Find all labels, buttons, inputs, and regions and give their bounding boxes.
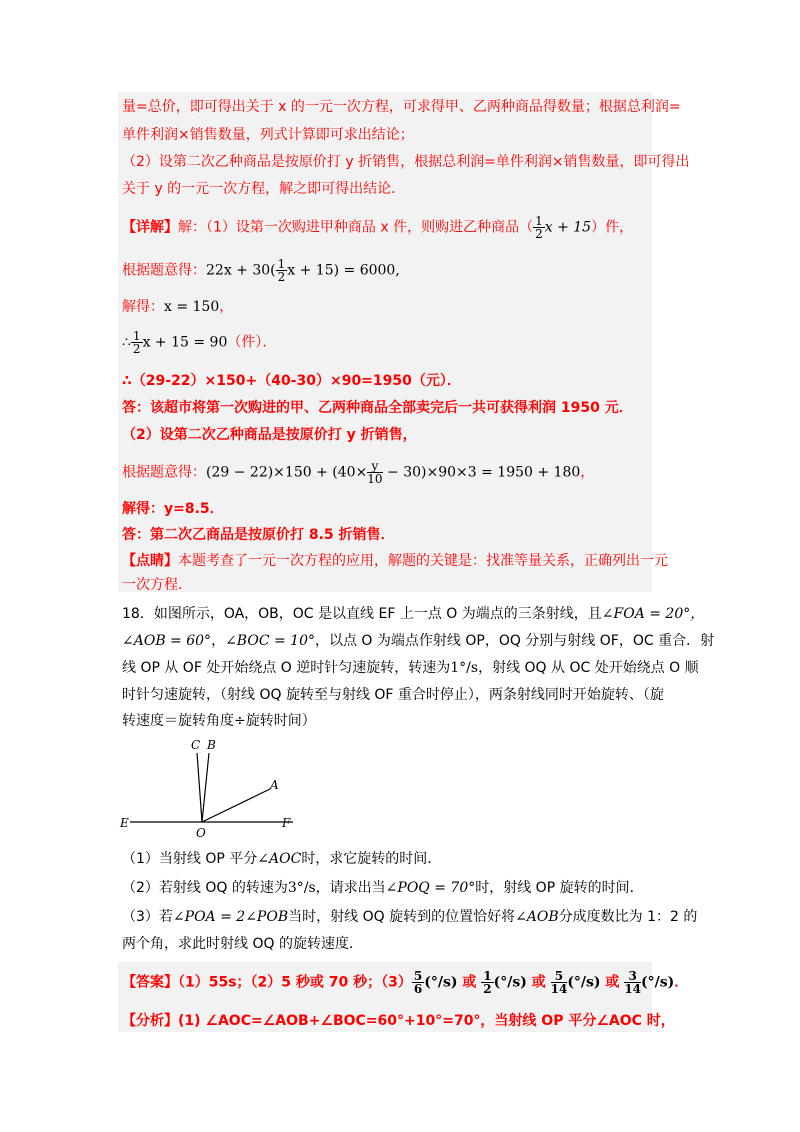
speed-oq: 3°/s (287, 880, 316, 896)
analysis-line-3: （2）设第二次乙种商品是按原价打 y 折销售，根据总利润=单件利润×销售数量，即可得出 (122, 154, 690, 170)
angle-aoc: ∠AOC (257, 851, 302, 867)
answer-line (122, 970, 688, 995)
detail-line-1 (122, 215, 633, 240)
q18-line-2 (122, 630, 714, 652)
q18-text-1: 18．如图所示，OA，OB，OC 是以直线 EF 上一点 O 为端点的三条射线，且 (122, 606, 602, 622)
sub3-a: （3）若 (122, 909, 173, 925)
analysis-line-2: 单件利润×销售数量，列式计算即可求出结论； (122, 127, 414, 143)
therefore-symbol: ∴ (122, 334, 131, 351)
answer-tag: 【答案】 (122, 974, 178, 991)
answer-fraction-3: $\frac{5}{14}$ (550, 969, 568, 996)
fraction-half-3: $\frac{1}{2}$ (132, 329, 141, 356)
answer-unit-2: (°/s) (493, 974, 527, 991)
therefore-line (122, 330, 276, 355)
answer-unit-3: (°/s) (567, 974, 601, 991)
sub3-e: 分成度数比为 1：2 的 (558, 909, 698, 925)
analysis-line-4: 关于 y 的一元一次方程，解之即可得出结论． (122, 181, 406, 197)
equation-2-tail: ， (580, 464, 595, 481)
label-f: F (282, 816, 291, 830)
equation-2-a: (29 − 22)×150 + (40× (206, 464, 368, 481)
calc-line: ∴（29-22）×150+（40-30）×90=1950（元）． (122, 373, 461, 389)
equation-2-b: − 30)×90×3 = 1950 + 180 (382, 464, 581, 481)
answer-fraction-1: $\frac{5}{6}$ (413, 969, 423, 996)
q18-line-1 (122, 603, 704, 625)
comment-line-1 (122, 550, 668, 572)
analysis-line (122, 1010, 675, 1032)
expr-tail: x + 15 (544, 219, 592, 236)
label-c: C (191, 738, 201, 752)
angle-aob: ∠AOB = 60° (122, 633, 212, 649)
q18-text-2: ，以点 O 为端点作射线 OP，OQ 分别与射线 OF，OC 重合．射 (314, 633, 715, 649)
ray-oa (202, 789, 270, 822)
equation-2-label: 根据题意得： (122, 464, 206, 481)
analysis-tag: 【分析】 (122, 1013, 178, 1029)
label-e: E (120, 816, 129, 830)
analysis-text: (1) ∠AOC=∠AOB+∠BOC=60°+10°=70°，当射线 OP 平分∠AOC 时， (178, 1013, 675, 1029)
sub2-c: ，请求出当 (315, 880, 386, 896)
comment-line-2: 一次方程． (122, 577, 192, 593)
label-a: A (270, 778, 279, 792)
answer-text: （1）55s；（2）5 秒或 70 秒；（3） (178, 974, 412, 991)
comment-tag: 【点睛】 (122, 553, 178, 569)
answer-2-line: 答：第二次乙商品是按原价打 8.5 折销售． (122, 527, 395, 543)
answer-unit-1: (°/s) (424, 974, 458, 991)
sub-question-1 (122, 848, 441, 870)
answer-1-line: 答：该超市将第一次购进的甲、乙两种商品全部卖完后一共可获得利润 1950 元． (122, 400, 633, 416)
sub3-c: 当时，射线 OQ 旋转到的位置恰好将 (288, 909, 516, 925)
angle-poa: ∠POA = 2∠POB (172, 909, 289, 925)
answer-fraction-4: $\frac{3}{14}$ (624, 969, 642, 996)
q18-text-3c: ，射线 OQ 从 OC 处开始绕点 O 顺 (478, 660, 699, 676)
detail-tag: 【详解】 (122, 219, 178, 236)
equation-2-line (122, 460, 594, 485)
ray-ob (202, 753, 209, 822)
comment-text: 本题考查了一元一次方程的应用，解题的关键是：找准等量关系，正确列出一元 (178, 553, 668, 569)
label-b: B (207, 738, 216, 752)
answer-or-1: 或 (457, 974, 482, 991)
angle-boc: ∠BOC = 10° (225, 633, 315, 649)
ray-diagram (118, 735, 318, 845)
solve-2-line: 解得：y=8.5． (122, 501, 224, 517)
sub1-c: 时，求它旋转的时间． (301, 851, 442, 867)
ray-oc (197, 753, 202, 822)
equation-1-a: 22x + 30( (206, 262, 276, 279)
therefore-expr: x + 15 = 90 (142, 334, 228, 351)
equation-1-b: x + 15) = 6000, (287, 262, 400, 279)
speed-op: 1°/s (450, 660, 479, 676)
angle-poq: ∠POQ = 70° (385, 880, 476, 896)
angle-aob-2: ∠AOB (515, 909, 559, 925)
q18-line-5: 转速度＝旋转角度÷旋转时间） (122, 713, 316, 729)
sub2-e: 时，射线 OP 旋转的时间． (475, 880, 644, 896)
answer-fraction-2: $\frac{1}{2}$ (483, 969, 492, 996)
answer-or-2: 或 (526, 974, 551, 991)
answer-unit-4: (°/s) (641, 974, 675, 991)
detail-intro-end: ）件， (591, 219, 634, 236)
analysis-line-1: 量=总价，即可得出关于 x 的一元一次方程，可求得甲、乙两种商品得数量；根据总利润= (122, 99, 681, 115)
part-2-line: （2）设第二次乙种商品是按原价打 y 折销售， (122, 427, 417, 443)
solve-label: 解得： (122, 299, 164, 315)
sub-question-3-cont: 两个角，求此时射线 OQ 的旋转速度． (122, 936, 363, 952)
equation-1-line (122, 258, 400, 283)
equation-label: 根据题意得： (122, 262, 206, 279)
fraction-half: $\frac{1}{2}$ (535, 214, 543, 241)
therefore-unit: （件）． (227, 334, 277, 351)
answer-or-3: 或 (600, 974, 625, 991)
fraction-y-10: $\frac{y}{10}$ (367, 459, 383, 486)
sub1-a: （1）当射线 OP 平分 (122, 851, 258, 867)
detail-intro: 解：（1）设第一次购进甲种商品 x 件，则购进乙种商品（ (178, 219, 534, 236)
solve-1-tail: ， (219, 299, 234, 315)
label-o: O (196, 826, 206, 840)
sub-question-3 (122, 906, 697, 928)
answer-end: ． (674, 974, 689, 991)
q18-comma: ， (211, 633, 226, 649)
sub-question-2 (122, 877, 644, 899)
solve-1-line (122, 296, 233, 318)
sub2-a: （2）若射线 OQ 的转速为 (122, 880, 288, 896)
angle-foa: ∠FOA = 20°， (601, 606, 705, 622)
fraction-half-2: $\frac{1}{2}$ (277, 257, 286, 284)
q18-text-3a: 线 OP 从 OF 处开始绕点 O 逆时针匀速旋转，转速为 (122, 660, 451, 676)
q18-line-3 (122, 657, 699, 679)
solve-1-value: x = 150 (164, 299, 220, 315)
q18-line-4: 时针匀速旋转，（射线 OQ 旋转至与射线 OF 重合时停止），两条射线同时开始旋转、（旋 (122, 687, 664, 703)
